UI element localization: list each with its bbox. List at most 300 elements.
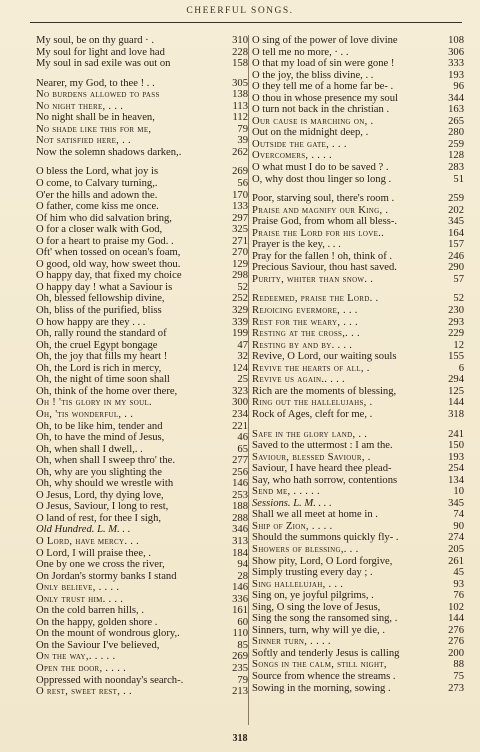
hymn-title: No night there, . . .	[36, 100, 124, 112]
hymn-number: 297	[232, 212, 248, 224]
hymn-number: 39	[237, 135, 248, 147]
hymn-number: 51	[453, 173, 464, 185]
hymn-title: Oh, the cruel Egypt bongage	[36, 339, 158, 351]
hymn-number: 193	[448, 451, 464, 463]
hymn-number: 246	[448, 250, 464, 262]
index-entry	[36, 455, 248, 467]
hymn-title: Saviour, blessed Saviour, .	[252, 451, 371, 463]
index-entry	[252, 328, 464, 340]
hymn-number: 10	[453, 486, 464, 498]
index-entry	[252, 251, 464, 263]
hymn-title: Source from whence the streams .	[252, 670, 396, 682]
hymn-number: 158	[232, 58, 248, 70]
index-entry	[252, 374, 464, 386]
index-entry	[36, 78, 248, 90]
hymn-title: Oh, the night of time soon shall	[36, 374, 170, 386]
index-entry	[252, 47, 464, 59]
index-entry	[36, 190, 248, 202]
index-entry	[36, 328, 248, 340]
hymn-title: O father, come kiss me once.	[36, 201, 159, 213]
hymn-number: 345	[448, 216, 464, 228]
hymn-number: 79	[237, 674, 248, 686]
index-entry	[36, 594, 248, 606]
index-entry	[36, 135, 248, 147]
hymn-number: 146	[232, 478, 248, 490]
hymn-number: 102	[448, 601, 464, 613]
index-entry	[252, 127, 464, 139]
hymn-title: Sing hallelujah, . . .	[252, 578, 344, 590]
hymn-number: 57	[453, 273, 464, 285]
index-entry	[252, 174, 464, 186]
index-entry	[36, 397, 248, 409]
hymn-number: 90	[453, 520, 464, 532]
hymn-number: 333	[448, 58, 464, 70]
hymn-title: No burdens allowed to pass	[36, 89, 160, 101]
hymn-title: O bless the Lord, what joy is	[36, 166, 159, 178]
hymn-title: O good, old way, how sweet thou.	[36, 258, 181, 270]
index-entry	[36, 386, 248, 398]
hymn-title: Rejoicing evermore, . . .	[252, 305, 358, 317]
hymn-number: 283	[448, 162, 464, 174]
index-entry	[252, 521, 464, 533]
hymn-title: Now the solemn shadows darken,.	[36, 146, 182, 158]
hymn-title: O tell me no more, · . .	[252, 46, 349, 58]
hymn-title: Oft' when tossed on ocean's foam,	[36, 247, 181, 259]
hymn-title: Praise and magnify our King, .	[252, 204, 389, 216]
hymn-number: 188	[232, 501, 248, 513]
hymn-number: 110	[232, 628, 248, 640]
hymn-number: 205	[448, 543, 464, 555]
hymn-number: 47	[237, 339, 248, 351]
hymn-number: 146	[232, 582, 248, 594]
index-entry	[36, 166, 248, 178]
index-entry	[252, 556, 464, 568]
hymn-number: 12	[453, 339, 464, 351]
hymn-number: 163	[448, 104, 464, 116]
hymn-title: O turn not back in the christian .	[252, 104, 390, 116]
hymn-title: Old Hundred. L. M. . .	[36, 524, 131, 536]
index-entry	[252, 386, 464, 398]
hymn-title: O Lord, have mercy. . .	[36, 535, 140, 547]
hymn-number: 6	[458, 362, 464, 374]
index-entry	[252, 532, 464, 544]
hymn-title: Send me, . . . . .	[252, 486, 320, 498]
column-divider	[248, 35, 249, 725]
index-entry	[36, 47, 248, 59]
hymn-number: 125	[448, 385, 464, 397]
index-entry	[36, 617, 248, 629]
hymn-title: O, why dost thou linger so long .	[252, 173, 392, 185]
hymn-title: Purity, whiter than snow. .	[252, 273, 374, 285]
hymn-title: Oh, blessed fellowship divine,	[36, 293, 165, 305]
hymn-number: 269	[232, 166, 248, 178]
index-entry	[36, 524, 248, 536]
hymn-title: Sinner turn, . . . .	[252, 636, 331, 648]
index-entry	[252, 475, 464, 487]
hymn-number: 144	[448, 613, 464, 625]
index-entry	[36, 467, 248, 479]
hymn-title: Outside the gate, . . .	[252, 138, 347, 150]
hymn-number: 138	[232, 89, 248, 101]
hymn-title: Rock of Ages, cleft for me, .	[252, 408, 373, 420]
hymn-title: Oh ! 'tis glory in my soul.	[36, 397, 152, 409]
index-entry	[36, 247, 248, 259]
index-entry	[252, 440, 464, 452]
hymn-title: Oh, 'tis wonderful, . .	[36, 408, 134, 420]
index-entry	[36, 178, 248, 190]
hymn-number: 113	[232, 100, 248, 112]
hymn-number: 230	[448, 305, 464, 317]
hymn-number: 323	[232, 385, 248, 397]
hymn-title: Revive us again.. . . .	[252, 374, 345, 386]
hymn-title: Of him who did salvation bring,	[36, 212, 172, 224]
index-entry	[36, 305, 248, 317]
hymn-title: O the joy, the bliss divine, . .	[252, 69, 374, 81]
index-entry	[36, 224, 248, 236]
hymn-number: 128	[448, 150, 464, 162]
hymn-number: 76	[453, 590, 464, 602]
index-entry	[252, 305, 464, 317]
index-entry	[252, 340, 464, 352]
hymn-title: Oh, when shall I sweep thro' the.	[36, 455, 176, 467]
hymn-number: 300	[232, 397, 248, 409]
index-entry	[36, 213, 248, 225]
hymn-title: Only trust him. . . .	[36, 593, 124, 605]
index-entry	[252, 351, 464, 363]
index-entry	[36, 351, 248, 363]
hymn-title: Oh, why should we wrestle with	[36, 478, 174, 490]
hymn-number: 290	[448, 262, 464, 274]
hymn-number: 85	[237, 639, 248, 651]
hymn-number: 276	[448, 624, 464, 636]
index-entry	[36, 686, 248, 698]
hymn-title: Out on the midnight deep, .	[252, 127, 369, 139]
index-entry	[36, 293, 248, 305]
hymn-title: Sing, O sing the love of Jesus,	[252, 601, 381, 613]
hymn-title: Not satisfied here, . .	[36, 135, 131, 147]
hymn-title: Resting at the cross,. . .	[252, 328, 360, 340]
hymn-title: Revive the hearts of all, .	[252, 362, 370, 374]
hymn-number: 52	[453, 293, 464, 305]
index-entry	[252, 81, 464, 93]
index-entry	[36, 340, 248, 352]
hymn-number: 60	[237, 616, 248, 628]
hymn-number: 254	[448, 463, 464, 475]
hymn-number: 336	[232, 593, 248, 605]
group-gap	[36, 70, 248, 78]
hymn-number: 344	[448, 92, 464, 104]
hymn-number: 184	[232, 547, 248, 559]
hymn-number: 339	[232, 316, 248, 328]
index-entry	[36, 513, 248, 525]
hymn-number: 161	[232, 605, 248, 617]
hymn-title: Oh, to be like him, tender and	[36, 420, 163, 432]
index-entry	[252, 262, 464, 274]
hymn-title: My soul, be on thy guard · .	[36, 35, 154, 46]
index-entry	[36, 640, 248, 652]
hymn-number: 277	[232, 455, 248, 467]
hymn-title: Show pity, Lord, O Lord forgive,	[252, 555, 393, 567]
hymn-number: 45	[453, 567, 464, 579]
hymn-number: 56	[237, 178, 248, 190]
index-entry	[36, 89, 248, 101]
index-entry	[252, 216, 464, 228]
hymn-title: O they tell me of a home far be- .	[252, 81, 394, 93]
hymn-number: 228	[232, 46, 248, 58]
index-entry	[252, 544, 464, 556]
hymn-title: O sing of the power of love divine	[252, 35, 398, 46]
hymn-number: 229	[448, 328, 464, 340]
hymn-title: Oh, bliss of the purified, bliss	[36, 305, 162, 317]
hymn-number: 93	[453, 578, 464, 590]
hymn-title: On the Saviour I've believed,	[36, 639, 160, 651]
group-gap	[36, 158, 248, 166]
hymn-title: No shade like this for me,	[36, 123, 152, 135]
hymn-number: 262	[232, 146, 248, 158]
index-entry	[252, 93, 464, 105]
index-entry	[252, 509, 464, 521]
hymn-title: Open the door, . . . .	[36, 662, 127, 674]
index-entry	[36, 147, 248, 159]
group-gap	[252, 185, 464, 193]
hymn-title: O for a closer walk with God,	[36, 224, 163, 236]
hymn-number: 273	[448, 682, 464, 694]
hymn-number: 124	[232, 362, 248, 374]
hymn-number: 235	[232, 662, 248, 674]
hymn-number: 259	[448, 138, 464, 150]
index-entry	[36, 663, 248, 675]
index-entry	[252, 463, 464, 475]
index-entry	[252, 409, 464, 421]
index-entry	[36, 35, 248, 47]
hymn-number: 134	[448, 474, 464, 486]
hymn-title: Poor, starving soul, there's room .	[252, 193, 395, 205]
hymn-number: 234	[232, 408, 248, 420]
hymn-title: O how happy are they . . .	[36, 316, 146, 328]
index-entry	[252, 613, 464, 625]
index-entry	[36, 421, 248, 433]
index-entry	[36, 444, 248, 456]
hymn-number: 274	[448, 532, 464, 544]
index-entry	[252, 452, 464, 464]
hymn-title: O happy day ! what a Saviour is	[36, 281, 173, 293]
index-entry	[36, 58, 248, 70]
index-entry	[252, 590, 464, 602]
index-entry	[36, 536, 248, 548]
hymn-title: On the happy, golden shore .	[36, 616, 158, 628]
hymn-number: 79	[237, 123, 248, 135]
hymn-number: 329	[232, 305, 248, 317]
index-entry	[36, 651, 248, 663]
hymn-title: O for a heart to praise my God. .	[36, 235, 174, 247]
index-entry	[252, 659, 464, 671]
hymn-title: O what must I do to be saved ? .	[252, 162, 389, 174]
index-entry	[36, 582, 248, 594]
hymn-title: Oh, to have the mind of Jesus,	[36, 432, 165, 444]
hymn-number: 150	[448, 440, 464, 452]
hymn-number: 108	[448, 35, 464, 46]
hymn-number: 193	[448, 69, 464, 81]
hymn-title: Praise the Lord for his love..	[252, 227, 385, 239]
hymn-title: O Jesus, Saviour, I long to rest,	[36, 501, 169, 513]
hymn-number: 252	[232, 293, 248, 305]
index-entry	[36, 409, 248, 421]
hymn-number: 280	[448, 127, 464, 139]
hymn-title: O come, to Calvary turning,.	[36, 178, 158, 190]
hymn-title: O that my load of sin were gone !	[252, 58, 395, 70]
hymn-number: 202	[448, 204, 464, 216]
hymn-number: 155	[448, 351, 464, 363]
hymn-number: 346	[232, 524, 248, 536]
index-entry	[36, 432, 248, 444]
hymn-title: On Jordan's stormy banks I stand	[36, 570, 177, 582]
hymn-title: One by one we cross the river,	[36, 559, 165, 571]
index-entry	[36, 490, 248, 502]
index-entry	[252, 274, 464, 286]
hymn-title: Nearer, my God, to thee ! . .	[36, 77, 155, 89]
hymn-number: 75	[453, 670, 464, 682]
hymn-number: 313	[232, 535, 248, 547]
index-entry	[252, 602, 464, 614]
hymn-title: My soul for light and love had	[36, 46, 165, 58]
index-entry	[252, 58, 464, 70]
hymn-number: 74	[453, 509, 464, 521]
hymn-number: 261	[448, 555, 464, 567]
hymn-title: Sing on, ye joyful pilgrims, .	[252, 590, 374, 602]
hymn-title: O Jesus, Lord, thy dying love,	[36, 489, 164, 501]
hymn-number: 28	[237, 570, 248, 582]
hymn-number: 129	[232, 258, 248, 270]
hymn-number: 269	[232, 651, 248, 663]
page-number: 318	[232, 733, 248, 744]
index-entry	[36, 101, 248, 113]
hymn-title: Our cause is marching on, .	[252, 115, 374, 127]
hymn-number: 32	[237, 351, 248, 363]
hymn-title: Revive, O Lord, our waiting souls	[252, 351, 397, 363]
index-entry	[36, 124, 248, 136]
index-entry	[36, 571, 248, 583]
hymn-title: O rest, sweet rest, . .	[36, 686, 132, 698]
hymn-title: On the cold barren hills, .	[36, 605, 144, 617]
hymn-number: 96	[453, 81, 464, 93]
index-entry	[252, 70, 464, 82]
index-entry	[252, 193, 464, 205]
hymn-number: 318	[448, 408, 464, 420]
hymn-title: Ship of Zion, . . . .	[252, 520, 333, 532]
hymn-number: 65	[237, 443, 248, 455]
hymn-title: Saviour, I have heard thee plead-	[252, 463, 392, 475]
hymn-number: 345	[448, 497, 464, 509]
hymn-number: 199	[232, 328, 248, 340]
index-entry	[252, 625, 464, 637]
hymn-number: 294	[448, 374, 464, 386]
index-entry	[36, 259, 248, 271]
index-entry	[36, 548, 248, 560]
hymn-title: On the mount of wondrous glory,.	[36, 628, 180, 640]
hymn-title: Praise God, from whom all bless-.	[252, 216, 398, 228]
index-entry	[252, 162, 464, 174]
hymn-number: 241	[448, 428, 464, 440]
index-entry	[252, 397, 464, 409]
index-entry	[252, 429, 464, 441]
hymn-title: Oh, the Lord is rich in mercy,	[36, 362, 162, 374]
hymn-title: Oh, when shall I dwell,. .	[36, 443, 143, 455]
group-gap	[252, 285, 464, 293]
hymn-number: 305	[232, 77, 248, 89]
index-entry	[36, 270, 248, 282]
hymn-title: Precious Saviour, thou hast saved.	[252, 262, 397, 274]
hymn-number: 94	[237, 559, 248, 571]
index-entry	[252, 648, 464, 660]
hymn-number: 265	[448, 115, 464, 127]
index-column-left	[36, 35, 248, 698]
hymn-title: Overcomers, . . . .	[252, 150, 332, 162]
hymn-title: Showers of blessing,. . .	[252, 543, 359, 555]
index-entry	[36, 112, 248, 124]
hymn-number: 271	[232, 235, 248, 247]
index-entry	[252, 104, 464, 116]
hymn-number: 325	[232, 224, 248, 236]
index-entry	[36, 501, 248, 513]
index-entry	[252, 239, 464, 251]
index-entry	[252, 363, 464, 375]
hymn-title: Ring out the hallelujahs, .	[252, 397, 373, 409]
hymn-number: 88	[453, 659, 464, 671]
index-entry	[252, 579, 464, 591]
index-entry	[252, 116, 464, 128]
hymn-title: Sinners, turn, why will ye die, .	[252, 624, 385, 636]
index-entry	[36, 363, 248, 375]
hymn-title: O Lord, I will praise thee, .	[36, 547, 152, 559]
index-entry	[252, 150, 464, 162]
hymn-number: 133	[232, 201, 248, 213]
index-entry	[252, 567, 464, 579]
hymn-number: 221	[232, 420, 248, 432]
hymn-title: Oh, think of the home over there,	[36, 385, 178, 397]
hymn-number: 270	[232, 247, 248, 259]
index-entry	[36, 478, 248, 490]
hymn-title: Redeemed, praise the Lord. .	[252, 293, 379, 305]
hymn-number: 144	[448, 397, 464, 409]
hymn-title: O'er the hills and adown the.	[36, 189, 158, 201]
hymn-number: 310	[232, 35, 248, 46]
index-entry	[252, 139, 464, 151]
hymn-number: 157	[448, 239, 464, 251]
hymn-number: 288	[232, 512, 248, 524]
hymn-title: O land of rest, for thee I sigh,	[36, 512, 162, 524]
hymn-title: Oh, rally round the standard of	[36, 328, 167, 340]
hymn-number: 276	[448, 636, 464, 648]
index-entry	[36, 559, 248, 571]
hymn-title: Pray for the fallen ! oh, think of .	[252, 250, 393, 262]
index-entry	[252, 683, 464, 695]
hymn-number: 112	[232, 112, 248, 124]
hymn-title: Sessions. L. M. . . .	[252, 497, 332, 509]
hymn-title: Shall we all meet at home in .	[252, 509, 378, 521]
index-entry	[252, 636, 464, 648]
hymn-number: 164	[448, 227, 464, 239]
hymn-number: 306	[448, 46, 464, 58]
header-rule	[30, 22, 462, 23]
index-entry	[252, 205, 464, 217]
hymn-title: Resting by and by. . . .	[252, 339, 353, 351]
hymn-title: O happy day, that fixed my choice	[36, 270, 182, 282]
hymn-title: Prayer is the key, . . .	[252, 239, 341, 251]
hymn-title: Songs in the calm, still night,	[252, 659, 387, 671]
index-entry	[36, 282, 248, 294]
hymn-number: 259	[448, 193, 464, 205]
hymn-number: 256	[232, 466, 248, 478]
